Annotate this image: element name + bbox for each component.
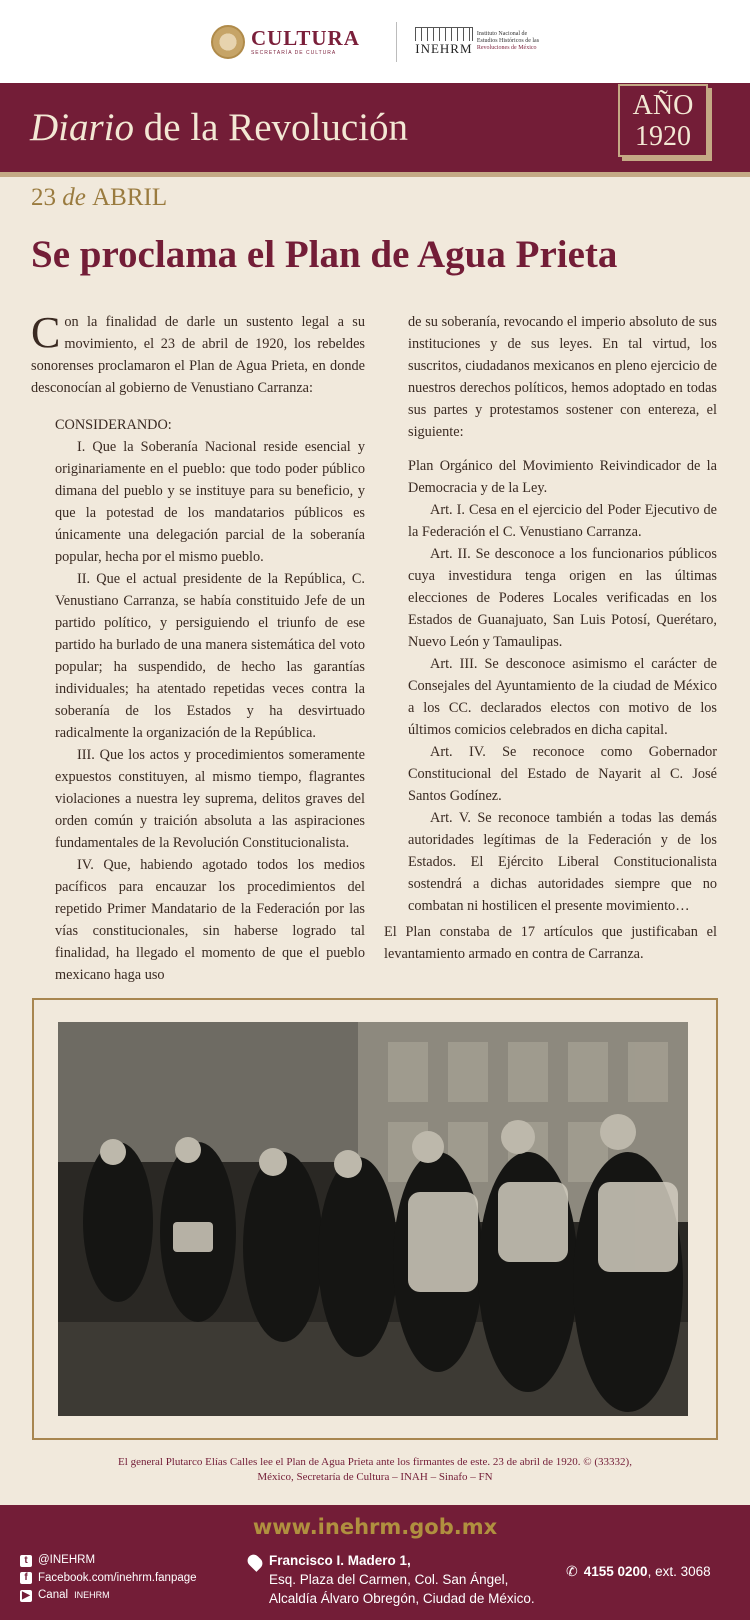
caption-line: México, Secretaría de Cultura – INAH – Sinafo – FN [257, 1471, 493, 1483]
date-day: 23 [31, 184, 56, 211]
website-link[interactable]: www.inehrm.gob.mx [252, 1515, 498, 1539]
phone-contact[interactable] [566, 1563, 711, 1580]
considerando-item: I. Que la Soberanía Nacional reside esencial y originariamente en el pueblo: que todo poder público dimana del pueblo y se instituye para su beneficio, y que la potestad de los mandatarios públicos es únicamente una delegación parcial de la soberanía popular, hecha por el mismo pueblo. [55, 439, 365, 565]
facebook-link[interactable] [20, 1570, 197, 1588]
cultura-logo-subtitle: SECRETARÍA DE CULTURA [250, 49, 337, 56]
intro-text: on la finalidad de darle un sustento legal a su movimiento, el 23 de abril de 1920, los rebeldes sonorenses proclamaron el Plan de Agua Prieta, en donde desconocían al gobierno de Venustiano Carranza: [31, 314, 365, 396]
plan-title: Plan Orgánico del Movimiento Reivindicador de la Democracia y de la Ley. [408, 458, 717, 496]
considerando-block [55, 414, 365, 986]
address [249, 1551, 535, 1608]
date-de: de [56, 184, 93, 211]
plan-block [408, 311, 717, 917]
article-date [31, 184, 167, 212]
inehrm-logo[interactable] [415, 27, 539, 57]
plan-article: Art. V. Se reconoce también a todas las demás autoridades legítimas de la Federación y de los Estados. El Ejército Liberal Constitucionalista sostendrá a dichas autoridades siempre que no combatan ni hostilicen el presente movimiento… [408, 810, 717, 914]
facebook-icon: f [20, 1572, 32, 1584]
building-icon [415, 27, 473, 41]
cultura-logo-name: CULTURA [250, 25, 360, 50]
phone-number: 4155 0200 [583, 1564, 648, 1579]
historical-photo [58, 1022, 688, 1416]
inehrm-desc-line: Estudios Históricos de las [476, 38, 540, 44]
logo-divider [396, 22, 397, 62]
article-headline: Se proclama el Plan de Agua Prieta [31, 233, 618, 276]
inehrm-desc-line: Revoluciones de México [476, 45, 537, 51]
considerando-continuation: de su soberanía, revocando el imperio absoluto de sus instituciones y de sus leyes. En tal virtud, los suscritos, ciudadanos mexicanos en pleno ejercicio de nuestros derechos políticos, hemos adoptado en todas sus partes y protestamos sostener con entereza, el siguiente: [408, 314, 717, 440]
social-links [20, 1552, 197, 1605]
youtube-icon: ▶ [20, 1590, 32, 1602]
national-emblem-icon [211, 25, 245, 59]
considerando-heading: CONSIDERANDO: [55, 417, 172, 433]
photo-caption [40, 1455, 710, 1485]
drop-cap: C [31, 308, 61, 357]
historical-photo-image [58, 1022, 688, 1416]
considerando-item: II. Que el actual presidente de la República, C. Venustiano Carranza, se había constituido Jefe de un partido político, y persiguiendo el triunfo de ese partido ha burlado de una manera sistemática del voto popular; ha suspendido, de hecho las garantías individuales; ha atentado repetidas veces contra la soberanía de los Estados y ha desvirtuado radicalmente la organización de la República. [55, 571, 365, 741]
address-line: Alcaldía Álvaro Obregón, Ciudad de México. [269, 1591, 535, 1606]
twitter-icon: t [20, 1555, 32, 1567]
inehrm-desc-line: Instituto Nacional de [476, 31, 528, 37]
address-line: Esq. Plaza del Carmen, Col. San Ángel, [269, 1572, 509, 1587]
banner-title-rest: de la Revolución [134, 106, 409, 149]
phone-extension: , ext. 3068 [647, 1564, 711, 1579]
inehrm-logo-description [477, 31, 539, 52]
plan-article: Art. I. Cesa en el ejercicio del Poder Ejecutivo de la Federación el C. Venustiano Carranza. [408, 502, 717, 540]
year-label: AÑO [632, 90, 694, 121]
plan-article: Art. II. Se desconoce a los funcionarios públicos cuya investidura tenga origen en las últimas elecciones de Poderes Locales verificadas en los Estados de Guanajuato, San Luis Potosí, Querétaro, Nuevo León y Tamaulipas. [408, 546, 717, 650]
address-street: Francisco I. Madero 1, [269, 1553, 411, 1568]
inehrm-logo-name: INEHRM [415, 40, 473, 56]
banner-title [30, 105, 408, 150]
plan-article: Art. IV. Se reconoce como Gobernador Constitucional del Estado de Nayarit al C. José Santos Godínez. [408, 744, 717, 804]
cultura-logo[interactable] [211, 25, 360, 59]
twitter-handle: @INEHRM [38, 1554, 96, 1566]
location-pin-icon [245, 1552, 265, 1572]
year-box [618, 84, 708, 157]
youtube-brand: INEHRM [74, 1590, 110, 1600]
closing-text: El Plan constaba de 17 artículos que justificaban el levantamiento armado en contra de Carranza. [384, 924, 717, 962]
banner-rule [0, 172, 750, 177]
year-value: 1920 [635, 121, 691, 152]
article-closing [384, 921, 717, 965]
header-logos [0, 0, 750, 83]
considerando-item: IV. Que, habiendo agotado todos los medios pacíficos para encauzar los procedimientos del repetido Primer Mandatario de la Federación por las vías constitucionales, sin haberse logrado tal finalidad, ha llegado el momento de que el pueblo mexicano haga uso [55, 857, 365, 983]
article-intro [31, 308, 365, 399]
date-month: ABRIL [92, 184, 168, 211]
caption-line: El general Plutarco Elías Calles lee el Plan de Agua Prieta ante los firmantes de este. 23 de abril de 1920. © (33332), [118, 1456, 632, 1468]
youtube-link[interactable] [20, 1587, 197, 1605]
phone-icon: ✆ [566, 1563, 578, 1579]
twitter-link[interactable] [20, 1552, 197, 1570]
considerando-item: III. Que los actos y procedimientos someramente expuestos constituyen, al mismo tiempo, flagrantes violaciones a nuestra ley suprema, delitos graves del orden común y traición absoluta a las aspiraciones fundamentales de la Revolución Constitucionalista. [55, 747, 365, 851]
plan-article: Art. III. Se desconoce asimismo el carácter de Consejales del Ayuntamiento de la ciudad de México a los CC. declarados electos con motivo de los últimos comicios celebrados en dicha capital. [408, 656, 717, 738]
youtube-label: Canal [38, 1589, 69, 1601]
banner-title-italic: Diario [30, 106, 135, 149]
facebook-url: Facebook.com/inehrm.fanpage [38, 1571, 197, 1584]
